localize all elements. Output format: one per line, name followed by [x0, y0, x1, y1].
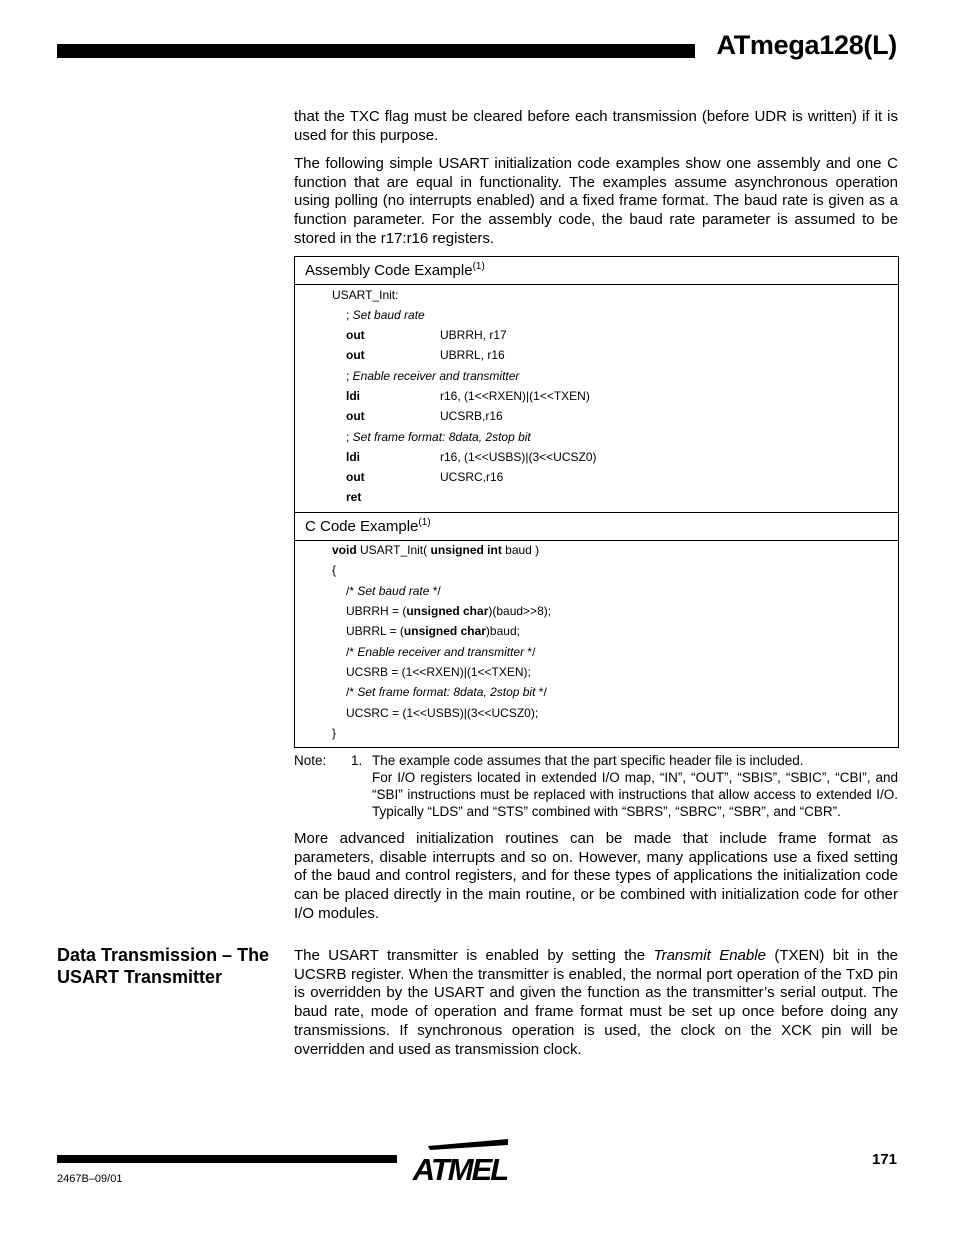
footnote-ref: (1): [418, 517, 431, 528]
paragraph-transmitter: The USART transmitter is enabled by setting the Transmit Enable (TXEN) bit in the UCSRB register. When the transmitter is enabled, the normal port operation of the TxD pin is overridden by the USART and given the function as the transmitter’s serial output. The baud rate, mode of operation and frame format must be set up once before doing any transmissions. If synchronous operation is used, the clock on the XCK pin will be overridden and used as transmission clock.: [294, 947, 899, 1058]
c-comment: /* Enable receiver and transmitter */: [346, 645, 536, 659]
paragraph-init-intro: The following simple USART initialization code examples show one assembly and one C function that are equal in functionality. The examples assume asynchronous operation using polling (no interrupts enabled) and a fixed frame format. The baud rate is given as a function parameter. For the assembly code, the baud rate parameter is assumed to be stored in the r17:r16 registers.: [294, 155, 898, 247]
c-statement: UCSRC = (1<<USBS)|(3<<UCSZ0);: [346, 706, 539, 720]
c-statement: UCSRB = (1<<RXEN)|(1<<TXEN);: [346, 665, 531, 679]
header-rule: [57, 44, 695, 58]
c-signature: void USART_Init( unsigned int baud ): [332, 543, 540, 557]
svg-text:ATMEL: ATMEL: [412, 1152, 508, 1183]
assembly-code-header: [295, 257, 898, 285]
note-label: Note:: [294, 753, 327, 768]
asm-comment: ; Set baud rate: [346, 308, 425, 322]
assembly-header-label: Assembly Code Example: [305, 262, 473, 279]
c-close-brace: }: [332, 726, 337, 740]
code-example-table: Assembly Code Example$^{(1)}$ USART_Init: ; Set baud rate out UBRRH, r17 out UBRRL, r16 ; Enable receiver and transmitter ldi r16, (1<<RXEN)|(1<<TXEN) out UCSRB,r16 ; Set frame format: 8data, 2stop bit ldi r16, (1<<USBS)|(3<<UCSZ0) out UCSRC,r16 ret C Code Example$^{(1)}$ void USART_Init( unsigned int baud ) { /* Set baud rate */ UBRRH = (unsigned char)(baud>>8); UBRRL = (unsigned char)baud; /* Enable receiver and transmitter */ UCSRB = (1<<RXEN)|(1<<TXEN); /* Set frame format: 8data, 2stop bit */ UCSRC = (1<<USBS)|(3<<UCSZ0); }: [294, 256, 899, 748]
page-title: ATmega128(L): [716, 30, 897, 60]
note-text: The example code assumes that the part specific header file is included. For I/O registers located in extended I/O map, “IN”, “OUT”, “SBIS”, “SBIC”, “CBI”, and “SBI” instructions must be replaced with instructions that allow access to extended I/O. Typically “LDS” and “STS” combined with “SBRS”, “SBRC”, “SBR”, and “CBR”.: [372, 753, 898, 819]
section-heading: Data Transmission – The USART Transmitter: [57, 945, 270, 987]
page-number: 171: [871, 1151, 897, 1168]
asm-comment: ; Enable receiver and transmitter: [346, 369, 520, 383]
asm-label: USART_Init:: [332, 288, 399, 302]
c-comment: /* Set frame format: 8data, 2stop bit */: [346, 685, 547, 699]
c-comment: /* Set baud rate */: [346, 584, 441, 598]
paragraph-advanced-init: More advanced initialization routines can be made that include frame format as parameters, disable interrupts and so on. However, many applications use a fixed setting of the baud and control registers, and for these types of applications the initialization code can be placed directly in the main routine, or be combined with initialization code for other I/O modules.: [294, 830, 898, 922]
footnote-ref: (1): [472, 261, 485, 272]
atmel-logo: [410, 1138, 510, 1183]
footer-rule: [57, 1155, 397, 1163]
c-statement: UBRRL = (unsigned char)baud;: [346, 624, 520, 638]
c-open-brace: {: [332, 563, 337, 577]
asm-comment: ; Set frame format: 8data, 2stop bit: [346, 430, 531, 444]
paragraph-txc-flag: that the TXC flag must be cleared before each transmission (before UDR is written) if it is used for this purpose.: [294, 108, 898, 144]
document-code: 2467B–09/01: [57, 1173, 123, 1185]
c-code-header: [295, 512, 898, 541]
c-statement: UBRRH = (unsigned char)(baud>>8);: [346, 604, 552, 618]
c-header-label: C Code Example: [305, 518, 419, 535]
note-number: 1.: [351, 753, 363, 768]
